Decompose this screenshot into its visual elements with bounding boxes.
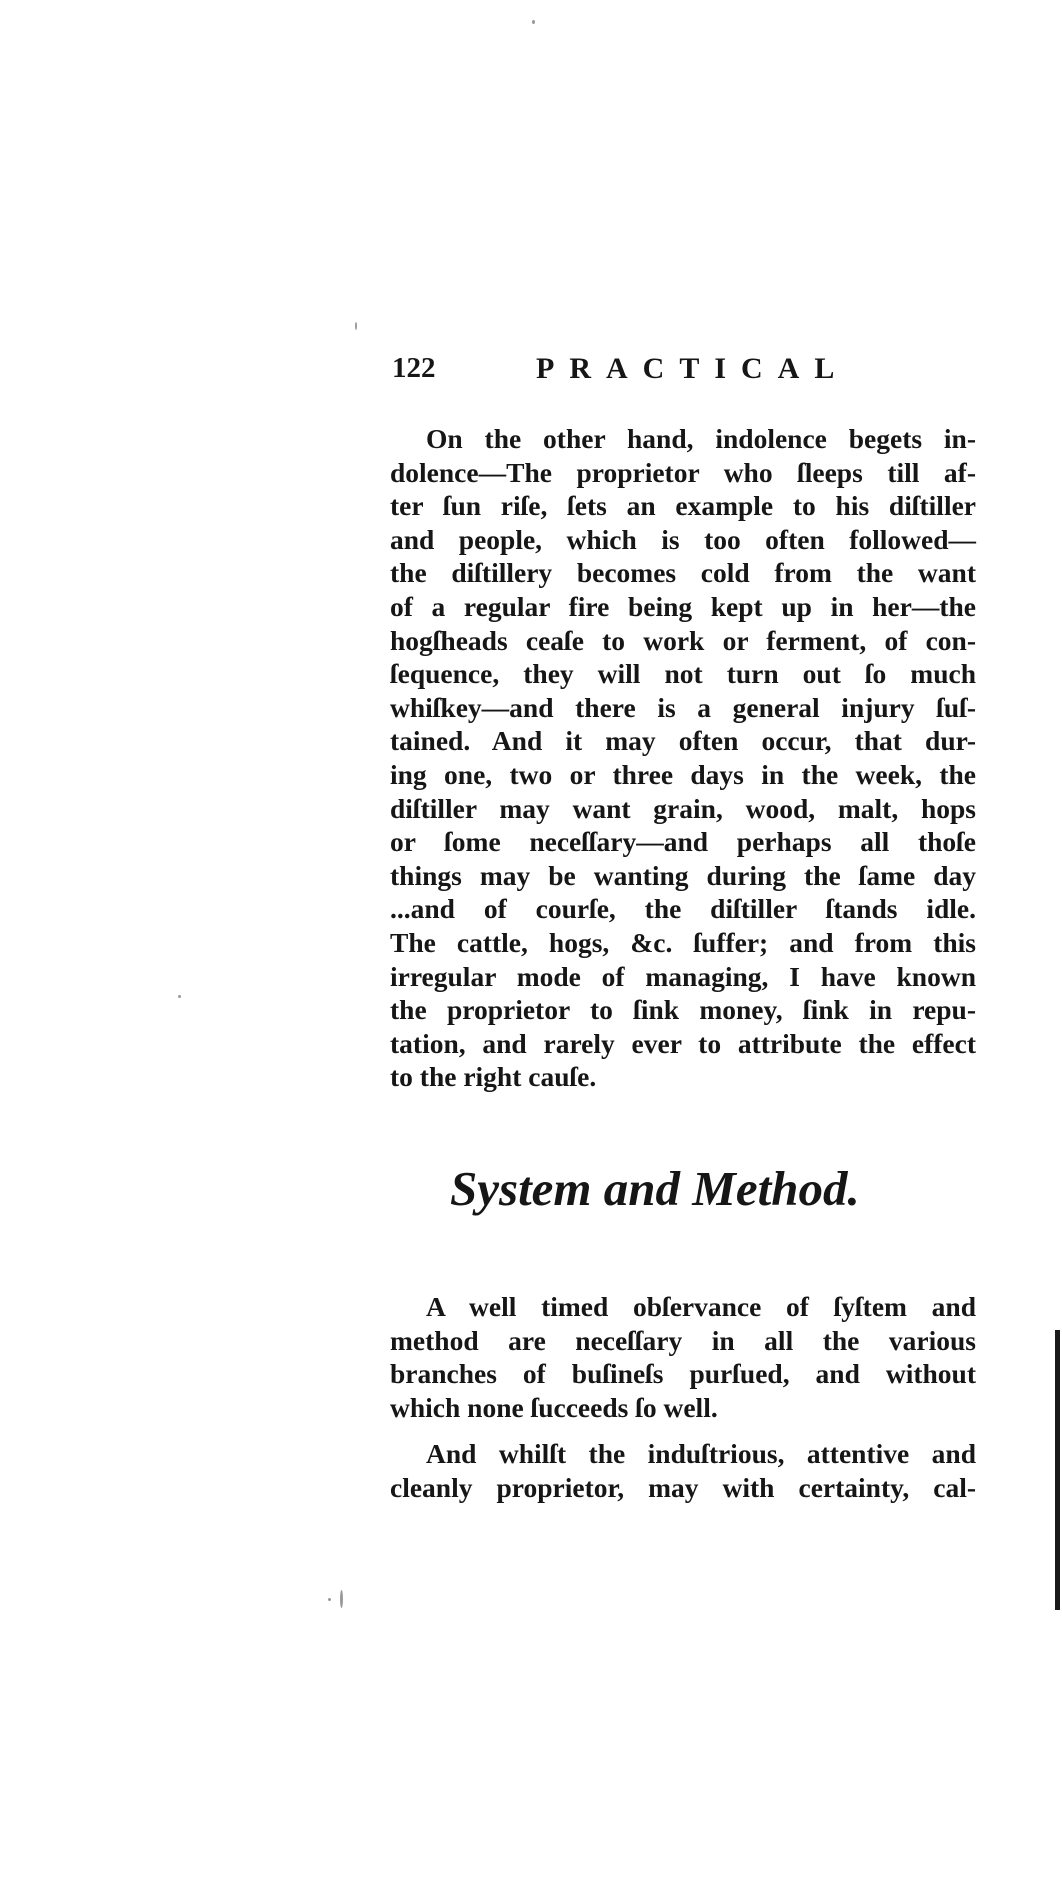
text-line: diſtiller may want grain, wood, malt, hops [390, 792, 976, 824]
scan-speck [355, 322, 357, 330]
text-line: method are neceſſary in all the various [390, 1324, 976, 1356]
scan-edge-shadow [1055, 1330, 1060, 1610]
text-line: whiſkey—and there is a general injury ſuſ- [390, 691, 976, 723]
running-title: PRACTICAL [536, 352, 850, 385]
text-line: the diſtillery becomes cold from the want [390, 557, 976, 589]
page-number: 122 [392, 352, 436, 384]
text-line: of a regular fire being kept up in her—the [390, 590, 976, 622]
text-line: the proprietor to ſink money, ſink in repu- [390, 994, 976, 1026]
text-line: or ſome neceſſary—and perhaps all thoſe [390, 826, 976, 858]
text-line: cleanly proprietor, may with certainty, cal- [390, 1471, 976, 1503]
scan-speck [178, 995, 181, 998]
text-line: ſequence, they will not turn out ſo much [390, 658, 976, 690]
text-line: ter ſun riſe, ſets an example to his diſtiller [390, 490, 976, 522]
text-line: which none ſucceeds ſo well. [390, 1391, 718, 1423]
text-line: A well timed obſervance of ſyſtem and [426, 1291, 976, 1322]
text-line: and people, which is too often followed— [390, 523, 976, 555]
text-line: to the right cauſe. [390, 1061, 597, 1093]
text-line: On the other hand, indolence begets in- [426, 423, 976, 454]
text-line: branches of buſineſs purſued, and without [390, 1358, 976, 1390]
paragraph-industrious [390, 1437, 976, 1504]
page-header [392, 352, 982, 392]
text-line: ...and of courſe, the diſtiller ſtands idle. [390, 893, 976, 925]
text-line: things may be wanting during the ſame day [390, 859, 976, 891]
text-line: irregular mode of managing, I have known [390, 960, 976, 992]
paragraph-system-method [390, 1290, 976, 1424]
text-line: dolence—The proprietor who ſleeps till af- [390, 456, 976, 488]
text-line: ing one, two or three days in the week, the [390, 758, 976, 790]
text-line: tained. And it may often occur, that dur- [390, 725, 976, 757]
paragraph-indolence [390, 422, 976, 1094]
text-line: And whilſt the induſtrious, attentive and [426, 1438, 976, 1469]
scan-speck [532, 20, 535, 24]
text-line: tation, and rarely ever to attribute the effect [390, 1027, 976, 1059]
text-line: The cattle, hogs, &c. ſuffer; and from this [390, 926, 976, 958]
scan-speck [328, 1598, 331, 1601]
scan-speck [340, 1590, 343, 1608]
text-line: hogſheads ceaſe to work or ferment, of con- [390, 624, 976, 656]
section-heading: System and Method. [450, 1161, 860, 1216]
